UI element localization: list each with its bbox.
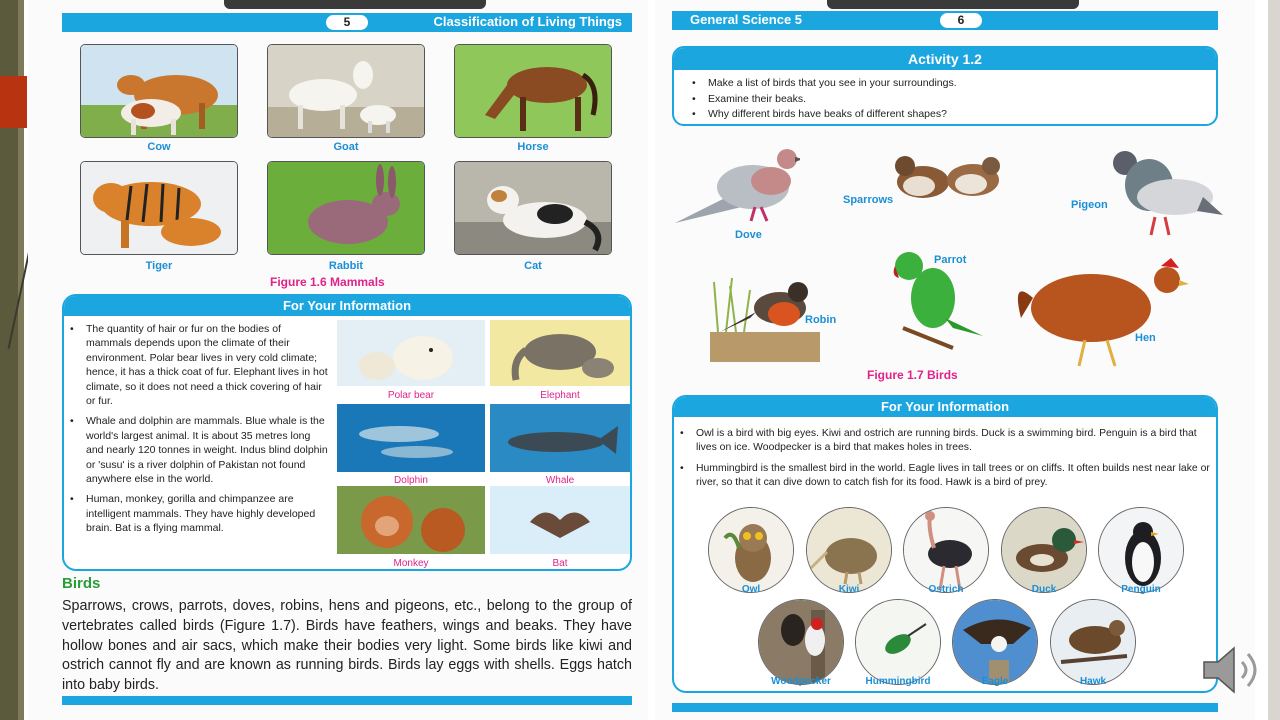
mammal-caption-tiger: Tiger — [145, 260, 173, 272]
sparrows-image — [885, 152, 1005, 212]
info-box-birds — [672, 395, 1218, 693]
info-bullet: • Whale and dolphin are mammals. Blue whale is the world's largest animal. It is about 35 metres long and nearly 120 tonnes in weight. Indus blind dolphin or 'susu' is a river dolphin of Pakistan not found anywhere else in the world. — [66, 414, 328, 486]
info-bullets — [66, 322, 328, 542]
left-page-footer-band — [62, 696, 632, 705]
activity-title: Activity 1.2 — [674, 48, 1216, 70]
kiwi-circle — [806, 507, 892, 593]
bird-label-dove: Dove — [735, 229, 762, 241]
activity-items — [688, 76, 1208, 123]
page-top-tab — [827, 0, 1079, 9]
circle-label-eagle: Eagle — [981, 676, 1009, 687]
kiwi-image — [807, 508, 892, 593]
elephant-image — [490, 320, 630, 386]
monkey-photo — [337, 486, 485, 554]
bird-label-robin: Robin — [805, 314, 837, 326]
caption-elephant: Elephant — [540, 390, 580, 401]
page-number: 6 — [940, 13, 982, 28]
pigeon-image — [1105, 145, 1225, 240]
cow-photo — [80, 44, 238, 138]
ostrich-image — [904, 508, 989, 593]
figure-caption-birds: Figure 1.7 Birds — [867, 368, 958, 382]
caption-whale: Whale — [545, 475, 575, 486]
activity-item: • Why different birds have beaks of different shapes? — [688, 107, 1208, 123]
bird-label-pigeon: Pigeon — [1071, 199, 1108, 211]
woodpecker-circle — [758, 599, 844, 685]
eagle-image — [953, 600, 1038, 685]
hawk-circle — [1050, 599, 1136, 685]
slide-red-tab — [0, 76, 27, 128]
polar-bear-photo — [337, 320, 485, 386]
left-page-header — [62, 13, 632, 32]
monkey-image — [337, 486, 485, 554]
whale-photo — [490, 404, 630, 472]
goat-image — [268, 45, 425, 138]
info-box-mammals — [62, 294, 632, 571]
dolphin-image — [337, 404, 485, 472]
info-box-title: For Your Information — [674, 397, 1216, 417]
robin-image — [710, 272, 820, 362]
circle-label-penguin: Penguin — [1121, 584, 1161, 595]
speaker-icon[interactable] — [1200, 640, 1264, 700]
horse-image — [455, 45, 612, 138]
owl-circle — [708, 507, 794, 593]
right-page-header — [672, 11, 1218, 30]
circle-label-woodpecker: Woodpecker — [771, 676, 831, 687]
caption-monkey: Monkey — [393, 558, 429, 569]
mammal-caption-horse: Horse — [517, 141, 549, 153]
mammal-caption-rabbit: Rabbit — [328, 260, 364, 272]
right-page-footer-band — [672, 703, 1218, 712]
ostrich-circle — [903, 507, 989, 593]
activity-box — [672, 46, 1218, 126]
mammal-caption-cat: Cat — [524, 260, 542, 272]
penguin-circle — [1098, 507, 1184, 593]
activity-item: • Make a list of birds that you see in your surroundings. — [688, 76, 1208, 92]
woodpecker-image — [759, 600, 844, 685]
hawk-image — [1051, 600, 1136, 685]
circle-label-duck: Duck — [1031, 584, 1057, 595]
info-bullet: • The quantity of hair or fur on the bodies of mammals depends upon the climate of their environment. Polar bear lives in very cold climate; hence, it has a thick coat of fur. Elephant lives in hot climate, so it does not need a thick covering of hair or fur. — [66, 322, 328, 408]
circle-label-ostrich: Ostrich — [928, 584, 964, 595]
dolphin-photo — [337, 404, 485, 472]
info-box-title: For Your Information — [64, 296, 630, 316]
caption-polar-bear: Polar bear — [387, 390, 435, 401]
tiger-image — [81, 162, 238, 255]
bird-label-parrot: Parrot — [934, 254, 967, 266]
duck-circle — [1001, 507, 1087, 593]
circle-label-hawk: Hawk — [1079, 676, 1107, 687]
owl-image — [709, 508, 794, 593]
tiger-photo — [80, 161, 238, 255]
rabbit-image — [268, 162, 425, 255]
caption-bat: Bat — [552, 558, 568, 569]
hen-image — [1011, 258, 1191, 373]
info-bullets — [676, 427, 1216, 496]
right-page — [655, 0, 1255, 720]
info-bullet: • Hummingbird is the smallest bird in the world. Eagle lives in tall trees or on cliffs. It often builds nest near lake or river, so that it can dive down to catch fish for its food. Hawk is a bird of prey. — [676, 462, 1216, 491]
polar-bear-image — [337, 320, 485, 386]
section-heading-birds: Birds — [62, 575, 101, 592]
circle-label-kiwi: Kiwi — [838, 584, 860, 595]
header-title: General Science 5 — [690, 12, 803, 27]
birds-paragraph: Sparrows, crows, parrots, doves, robins, hens and pigeons, etc., belong to the group of vertebrates called birds (Figure 1.7). Birds have feathers, wings and beaks. They have hollow bones and air sacs, which make their bodies very light. Some birds like kiwi and ostrich cannot fly and are known as running birds. Birds lay eggs with shells. Eggs hatch into baby birds. — [62, 598, 632, 694]
mammal-caption-goat: Goat — [333, 141, 359, 153]
penguin-image — [1099, 508, 1184, 593]
info-bullet: • Human, monkey, gorilla and chimpanzee are intelligent mammals. They have highly developed brain. Bat is a flying mammal. — [66, 492, 328, 535]
circle-label-hummingbird: Hummingbird — [865, 676, 931, 687]
cat-photo — [454, 161, 612, 255]
header-title: Classification of Living Things — [433, 14, 622, 29]
figure-caption-mammals: Figure 1.6 Mammals — [270, 275, 385, 289]
page-number: 5 — [326, 15, 368, 30]
bird-label-hen: Hen — [1135, 332, 1156, 344]
cat-image — [455, 162, 612, 255]
left-page — [28, 0, 648, 720]
activity-item: • Examine their beaks. — [688, 92, 1208, 108]
page-top-tab — [224, 0, 486, 9]
mammal-caption-cow: Cow — [147, 141, 171, 153]
goat-photo — [267, 44, 425, 138]
dove-image — [675, 145, 800, 230]
cow-image — [81, 45, 238, 138]
eagle-circle — [952, 599, 1038, 685]
bird-label-sparrows: Sparrows — [843, 194, 894, 206]
circle-label-owl: Owl — [741, 584, 761, 595]
info-bullet: • Owl is a bird with big eyes. Kiwi and ostrich are running birds. Duck is a swimming bird. Penguin is a bird that lives on ice. Woodpecker is a bird that makes holes in trees. — [676, 427, 1216, 456]
hummingbird-image — [856, 600, 941, 685]
hummingbird-circle — [855, 599, 941, 685]
rabbit-photo — [267, 161, 425, 255]
elephant-photo — [490, 320, 630, 386]
slide-right-border — [1268, 0, 1280, 720]
bat-image — [490, 486, 630, 554]
duck-image — [1002, 508, 1087, 593]
whale-image — [490, 404, 630, 472]
bat-photo — [490, 486, 630, 554]
horse-photo — [454, 44, 612, 138]
caption-dolphin: Dolphin — [394, 475, 428, 486]
